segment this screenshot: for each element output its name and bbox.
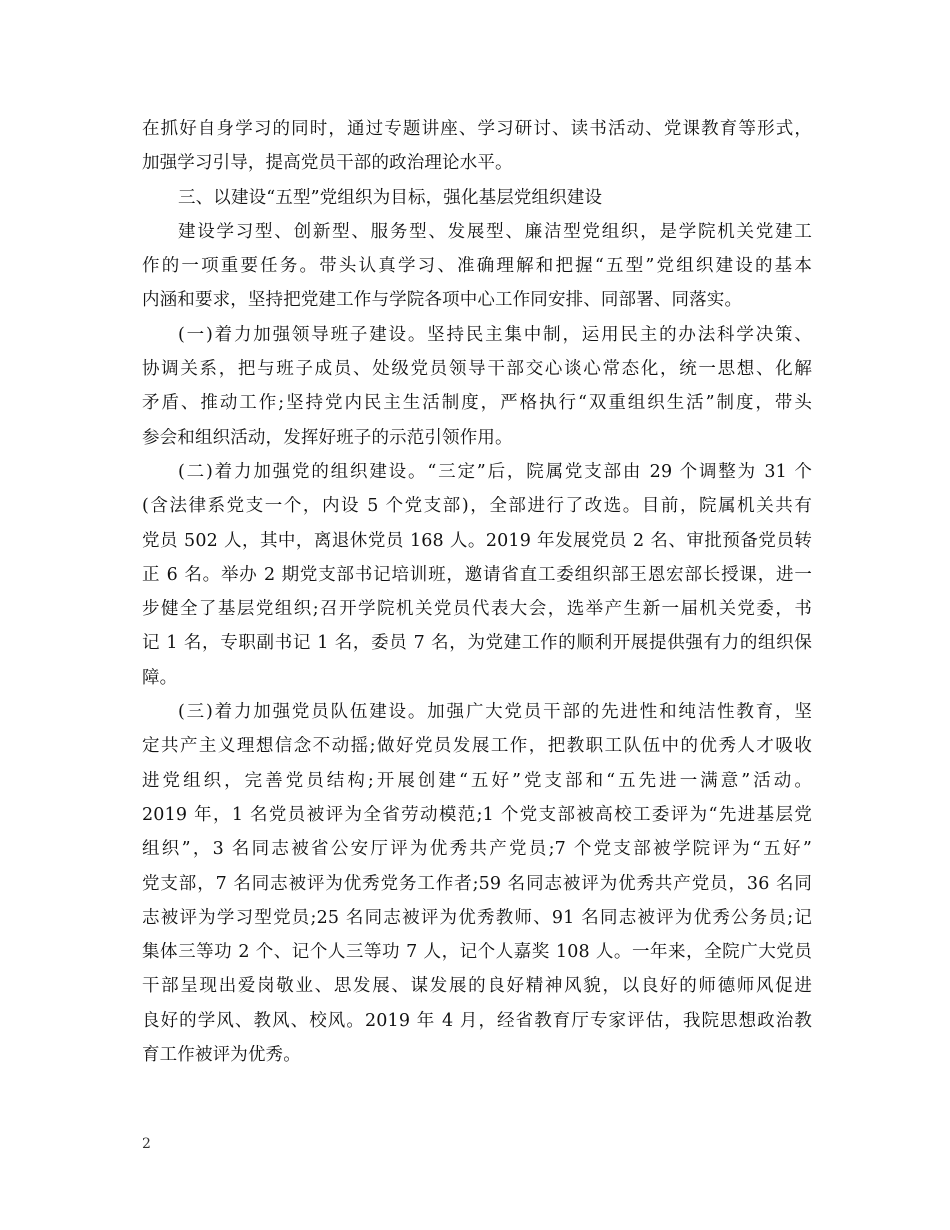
text-line: 建设学习型、创新型、服务型、发展型、廉洁型党组织，是学院机关党建工 — [178, 221, 812, 242]
text-line: 党支部，7 名同志被评为优秀党务工作者;59 名同志被评为优秀共产党员，36 名同 — [142, 873, 812, 894]
text-line: 育工作被评为优秀。 — [142, 1045, 301, 1066]
text-line: 障。 — [142, 667, 178, 688]
text-line: 三、以建设“五型”党组织为目标，强化基层党组织建设 — [178, 187, 603, 208]
text-line: 在抓好自身学习的同时，通过专题讲座、学习研讨、读书活动、党课教育等形式， — [142, 119, 812, 139]
text-line: (三)着力加强党员队伍建设。加强广大党员干部的先进性和纯洁性教育，坚 — [178, 702, 812, 723]
text-line: 集体三等功 2 个、记个人三等功 7 人，记个人嘉奖 108 人。一年来，全院广大党员 — [142, 942, 812, 963]
text-line: 定共产主义理想信念不动摇;做好党员发展工作，把教职工队伍中的优秀人才吸收 — [142, 736, 812, 757]
text-line: 干部呈现出爱岗敬业、思发展、谋发展的良好精神风貌，以良好的师德师风促进 — [142, 976, 812, 997]
text-line: 良好的学风、教风、校风。2019 年 4 月，经省教育厅专家评估，我院思想政治教 — [142, 1010, 812, 1031]
document-body — [142, 112, 812, 1072]
text-line: 组织”，3 名同志被省公安厅评为优秀共产党员;7 个党支部被学院评为“五好” — [142, 839, 812, 860]
text-line: 党员 502 人，其中，离退休党员 168 人。2019 年发展党员 2 名、审批预备党员转 — [142, 530, 812, 551]
text-line: 志被评为学习型党员;25 名同志被评为优秀教师、91 名同志被评为优秀公务员;记 — [142, 907, 812, 928]
text-line: (一)着力加强领导班子建设。坚持民主集中制，运用民主的办法科学决策、 — [178, 324, 812, 345]
page-number: 2 — [142, 1136, 151, 1152]
text-line: (二)着力加强党的组织建设。“三定”后，院属党支部由 29 个调整为 31 个 — [178, 461, 812, 482]
text-line: 记 1 名，专职副书记 1 名，委员 7 名，为党建工作的顺利开展提供强有力的组织保 — [142, 633, 812, 654]
text-line: 加强学习引导，提高党员干部的政治理论水平。 — [142, 153, 513, 174]
text-line: 协调关系，把与班子成员、处级党员领导干部交心谈心常态化，统一思想、化解 — [142, 359, 812, 380]
text-line: 2019 年，1 名党员被评为全省劳动模范;1 个党支部被高校工委评为“先进基层党 — [142, 804, 812, 825]
text-line: 矛盾、推动工作;坚持党内民主生活制度，严格执行“双重组织生活”制度，带头 — [142, 393, 812, 414]
text-line: 正 6 名。举办 2 期党支部书记培训班，邀请省直工委组织部王恩宏部长授课，进一 — [142, 564, 812, 585]
text-line: 参会和组织活动，发挥好班子的示范引领作用。 — [142, 427, 513, 448]
text-line: (含法律系党支一个，内设 5 个党支部)，全部进行了改选。目前，院属机关共有 — [142, 496, 812, 517]
text-line: 内涵和要求，坚持把党建工作与学院各项中心工作同安排、同部署、同落实。 — [142, 290, 743, 311]
text-line: 步健全了基层党组织;召开学院机关党员代表大会，选举产生新一届机关党委，书 — [142, 599, 812, 620]
text-line: 进党组织，完善党员结构;开展创建“五好”党支部和“五先进一满意”活动。 — [142, 770, 812, 791]
text-line: 作的一项重要任务。带头认真学习、准确理解和把握“五型”党组织建设的基本 — [142, 256, 812, 277]
